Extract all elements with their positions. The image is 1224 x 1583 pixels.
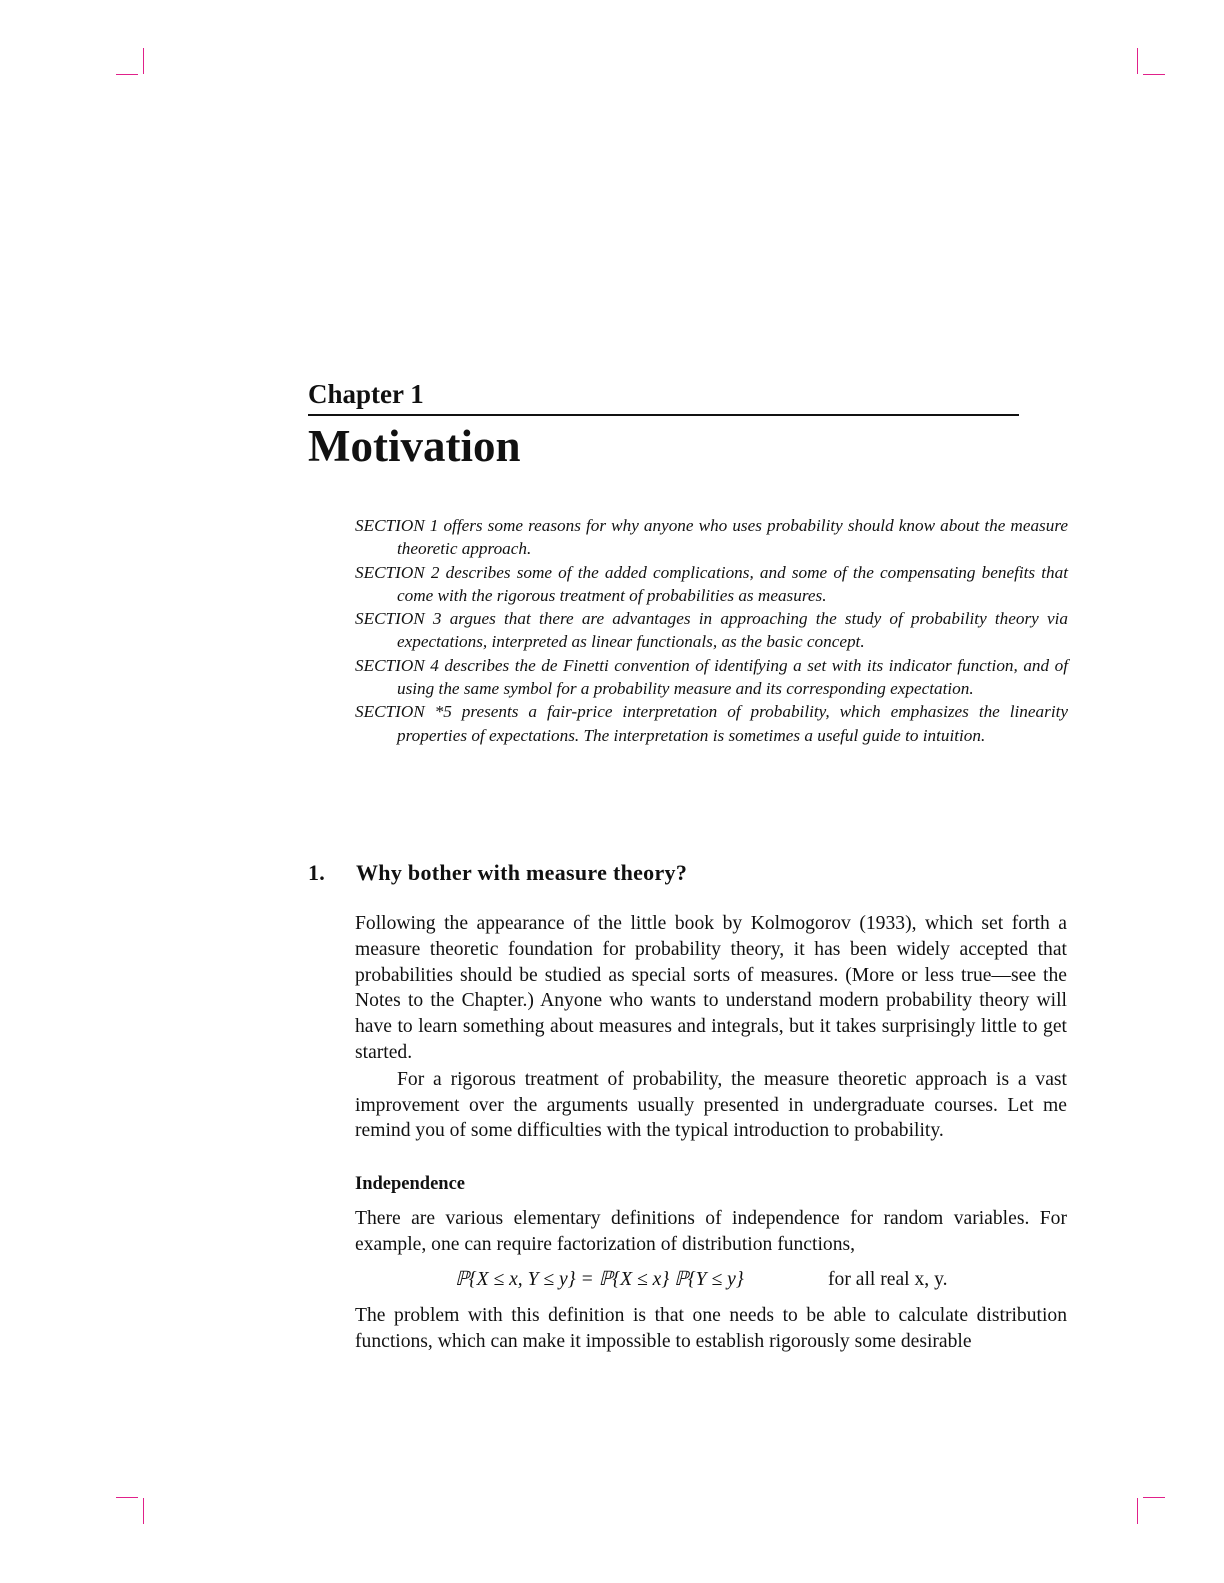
section-heading bbox=[308, 858, 1068, 888]
crop-mark-bottom-left-vertical bbox=[143, 1498, 144, 1524]
summary-section-1: SECTION 1 offers some reasons for why anyone who uses probability should know about the measure theoretic approach. bbox=[355, 516, 1068, 559]
independence-formula: ℙ{X ≤ x, Y ≤ y} = ℙ{X ≤ x} ℙ{Y ≤ y} bbox=[455, 1269, 744, 1290]
crop-mark-top-right-vertical bbox=[1137, 48, 1138, 74]
independence-paragraph-1 bbox=[355, 1206, 1067, 1258]
section-title: Why bother with measure theory? bbox=[356, 860, 688, 885]
crop-mark-bottom-left-horizontal bbox=[116, 1497, 138, 1498]
crop-mark-top-left-vertical bbox=[143, 48, 144, 74]
paragraph-2: For a rigorous treatment of probability, the measure theoretic approach is a vast improvement over the arguments usually presented in undergraduate courses. Let me remind you of some difficulties with the typical introduction to probability. bbox=[355, 1068, 1067, 1142]
summary-section-5: SECTION *5 presents a fair-price interpretation of probability, which emphasizes the linearity properties of expectations. The interpretation is sometimes a useful guide to intuition. bbox=[355, 702, 1068, 745]
independence-text-after: The problem with this definition is that one needs to be able to calculate distribution functions, which can make it impossible to establish rigorously some desirable bbox=[355, 1305, 1067, 1352]
chapter-title: Motivation bbox=[308, 421, 521, 471]
crop-mark-bottom-right-vertical bbox=[1137, 1498, 1138, 1524]
independence-text-before: There are various elementary definitions of independence for random variables. For example, one can require factorization of distribution functions, bbox=[355, 1208, 1067, 1255]
chapter-label: Chapter 1 bbox=[308, 379, 424, 409]
body-text bbox=[355, 911, 1067, 1144]
chapter-rule bbox=[308, 414, 1019, 416]
independence-paragraph-2 bbox=[355, 1303, 1067, 1355]
crop-mark-bottom-right-horizontal bbox=[1143, 1497, 1165, 1498]
paragraph-1: Following the appearance of the little book by Kolmogorov (1933), which set forth a measure theoretic foundation for probability theory, it has been widely accepted that probabilities should be studied as special sorts of measures. (More or less true—see the Notes to the Chapter.) Anyone who wants to understand modern probability theory will have to learn something about measures and integrals, but it takes surprisingly little to get started. bbox=[355, 913, 1067, 1063]
formula-condition: for all real x, y. bbox=[828, 1269, 948, 1290]
crop-mark-top-left-horizontal bbox=[116, 74, 138, 75]
summary-section-2: SECTION 2 describes some of the added complications, and some of the compensating benefits that come with the rigorous treatment of probabilities as measures. bbox=[355, 562, 1068, 605]
crop-mark-top-right-horizontal bbox=[1143, 74, 1165, 75]
summary-section-3: SECTION 3 argues that there are advantages in approaching the study of probability theory via expectations, interpreted as linear functionals, as the basic concept. bbox=[355, 609, 1068, 652]
subsection-heading: Independence bbox=[355, 1174, 465, 1194]
summary-section-4: SECTION 4 describes the de Finetti convention of identifying a set with its indicator function, and of using the same symbol for a probability measure and its corresponding expectation. bbox=[355, 655, 1068, 699]
section-number: 1. bbox=[308, 860, 326, 885]
chapter-summaries bbox=[355, 514, 1068, 747]
